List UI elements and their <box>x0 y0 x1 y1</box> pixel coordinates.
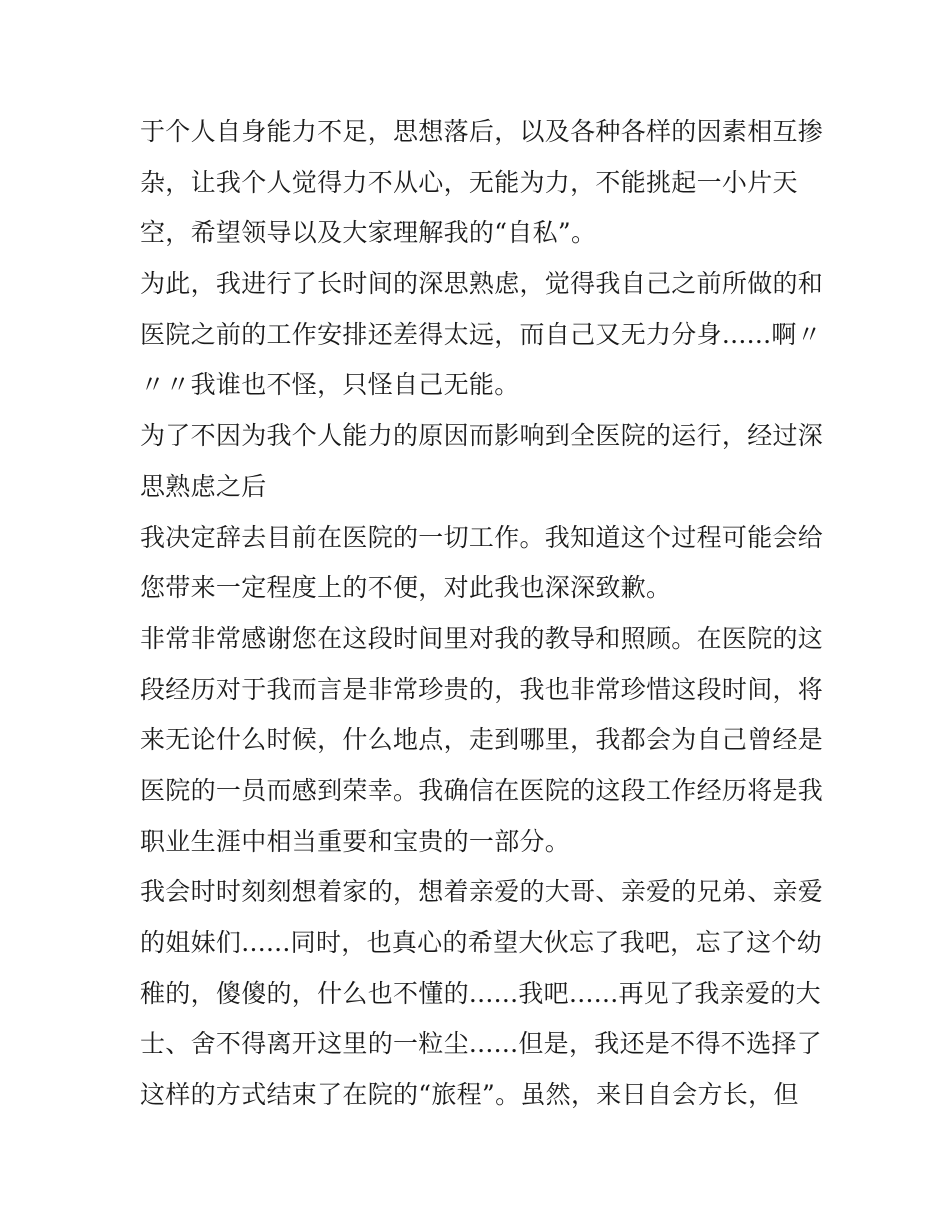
text-line: 稚的，傻傻的，什么也不懂的......我吧......再见了我亲爱的大 <box>140 978 821 1008</box>
text-line: 空，希望领导以及大家理解我的“自私”。 <box>140 218 597 248</box>
text-line: 医院的一员而感到荣幸。我确信在医院的这段工作经历将是我 <box>140 775 824 805</box>
text-line: 医院之前的工作安排还差得太远，而自己又无力分身......啊〃 <box>140 319 822 349</box>
text-line: 思熟虑之后 <box>140 471 267 501</box>
text-line: 职业生涯中相当重要和宝贵的一部分。 <box>140 826 571 856</box>
text-line: 我决定辞去目前在医院的一切工作。我知道这个过程可能会给 <box>140 522 824 552</box>
text-line: 我会时时刻刻想着家的，想着亲爱的大哥、亲爱的兄弟、亲爱 <box>140 877 824 907</box>
text-line: 于个人自身能力不足，思想落后，以及各种各样的因素相互掺 <box>140 117 824 146</box>
text-line: 为此，我进行了长时间的深思熟虑，觉得我自己之前所做的和 <box>140 269 824 299</box>
text-line: 您带来一定程度上的不便，对此我也深深致歉。 <box>140 573 672 603</box>
document-body <box>140 107 824 1121</box>
text-line: 〃〃我谁也不怪，只怪自己无能。 <box>140 370 520 400</box>
text-line: 非常非常感谢您在这段时间里对我的教导和照顾。在医院的这 <box>140 623 824 653</box>
text-line: 的姐妹们......同时，也真心的希望大伙忘了我吧，忘了这个幼 <box>140 928 822 957</box>
text-line: 段经历对于我而言是非常珍贵的，我也非常珍惜这段时间，将 <box>140 674 824 704</box>
text-line: 来无论什么时候，什么地点，走到哪里，我都会为自己曾经是 <box>140 725 824 755</box>
text-line: 士、舍不得离开这里的一粒尘......但是，我还是不得不选择了 <box>140 1029 822 1059</box>
text-line: 杂，让我个人觉得力不从心，无能为力，不能挑起一小片天 <box>140 167 798 197</box>
text-line: 这样的方式结束了在院的“旅程”。虽然，来日自会方长，但 <box>140 1080 799 1110</box>
text-line: 为了不因为我个人能力的原因而影响到全医院的运行，经过深 <box>140 421 824 451</box>
